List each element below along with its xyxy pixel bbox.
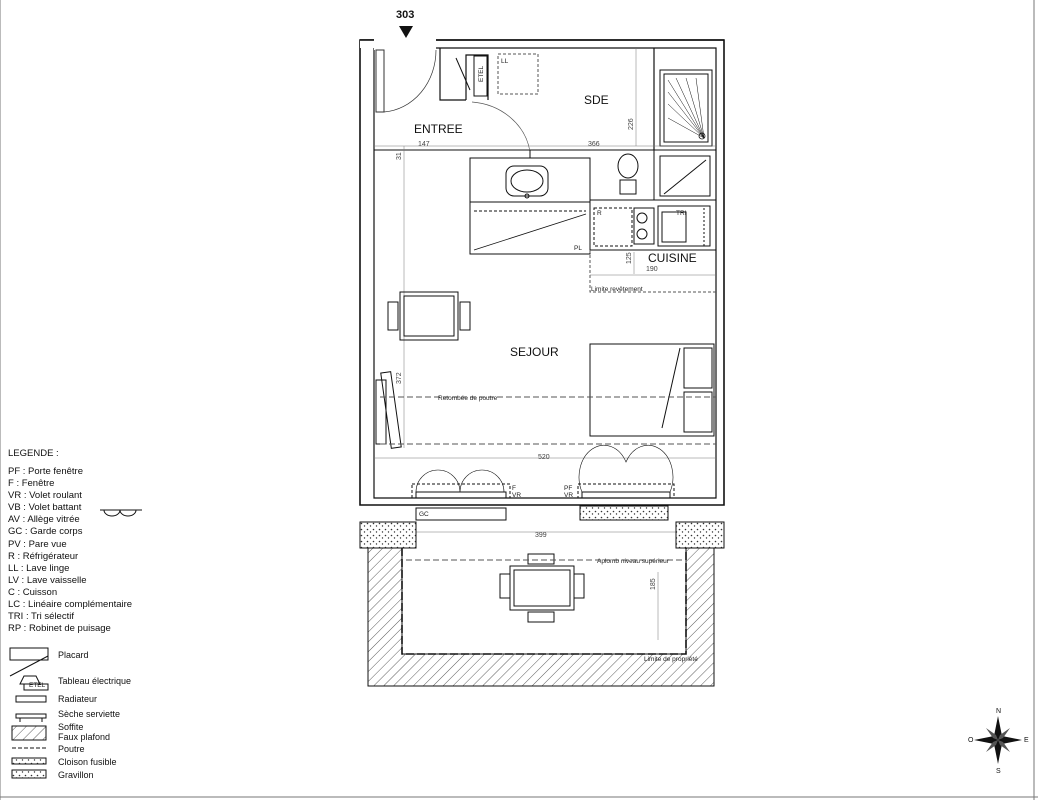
shower bbox=[660, 70, 712, 146]
tri-label: TRI bbox=[676, 210, 687, 217]
legend-item: R : Réfrigérateur bbox=[8, 550, 79, 562]
legend-item: RP : Robinet de puisage bbox=[8, 623, 111, 635]
legend-soffite: Soffite bbox=[58, 722, 84, 732]
gravillon-symbol-icon bbox=[12, 770, 46, 778]
compass-icon bbox=[968, 708, 1029, 775]
r-label: R bbox=[597, 210, 602, 217]
placard-symbol-icon bbox=[10, 656, 48, 676]
vr-label-2: VR bbox=[564, 492, 574, 499]
legend-item: TRI : Tri sélectif bbox=[8, 611, 74, 623]
legend-tableau: Tableau électrique bbox=[58, 676, 132, 686]
legend-item: LV : Lave vaisselle bbox=[8, 574, 87, 586]
legend-item: VB : Volet battant bbox=[8, 502, 82, 514]
placard-sde bbox=[470, 202, 590, 254]
compass-s: S bbox=[996, 768, 1001, 775]
dim-125: 125 bbox=[626, 252, 633, 264]
vanity bbox=[470, 158, 590, 202]
room-entree: ENTREE bbox=[414, 122, 463, 136]
compass-e: E bbox=[1024, 737, 1029, 744]
bed bbox=[590, 344, 714, 436]
entry-door bbox=[376, 50, 436, 112]
kitchen bbox=[590, 200, 716, 250]
dim-226: 226 bbox=[628, 118, 635, 130]
soffite-symbol-icon bbox=[12, 726, 46, 740]
legend-item: VR : Volet roulant bbox=[8, 490, 82, 502]
legend-list bbox=[8, 466, 132, 635]
cloison-symbol-icon bbox=[12, 758, 46, 764]
dim-399: 399 bbox=[535, 532, 547, 539]
legend-gravillon: Gravillon bbox=[58, 770, 94, 780]
compass-o: O bbox=[968, 737, 974, 744]
note-limite-revetement: Limite revêtement bbox=[591, 286, 643, 293]
dim-185: 185 bbox=[650, 578, 657, 590]
legend-poutre: Poutre bbox=[58, 744, 85, 754]
note-retombee-poutre: Retombée de poutre bbox=[438, 395, 498, 402]
entry-marker-icon bbox=[399, 26, 413, 38]
radiateur-symbol-icon bbox=[16, 696, 46, 702]
vr-label-1: VR bbox=[512, 492, 522, 499]
note-limite-propriete: Limite de propriété bbox=[644, 656, 698, 663]
dim-31: 31 bbox=[396, 152, 403, 160]
pf-label: PF bbox=[564, 485, 573, 492]
legend-placard: Placard bbox=[58, 650, 89, 660]
compass-n: N bbox=[996, 708, 1002, 715]
sde-door bbox=[472, 102, 530, 152]
legend-item: F : Fenêtre bbox=[8, 478, 55, 490]
legend-item: LL : Lave linge bbox=[8, 562, 70, 574]
pl-label: PL bbox=[574, 245, 582, 252]
legend-item: GC : Garde corps bbox=[8, 526, 83, 538]
etel-label: ETEL bbox=[478, 65, 485, 82]
legend-seche: Sèche serviette bbox=[58, 709, 121, 719]
dim-520: 520 bbox=[538, 454, 550, 461]
ll-label: LL bbox=[501, 58, 509, 65]
toilet bbox=[618, 150, 716, 200]
tableau-icon-text: ETEL bbox=[29, 682, 46, 689]
dim-366: 366 bbox=[588, 141, 600, 148]
dim-372: 372 bbox=[396, 372, 403, 384]
legend-cloison: Cloison fusible bbox=[58, 757, 117, 767]
legend-item: PV : Pare vue bbox=[8, 538, 67, 550]
dim-190: 190 bbox=[646, 266, 658, 273]
dim-147: 147 bbox=[418, 141, 430, 148]
note-aplomb: Aplomb niveau supérieur bbox=[597, 558, 669, 565]
f-label: F bbox=[512, 485, 516, 492]
placard-frame bbox=[10, 648, 48, 660]
room-sejour: SEJOUR bbox=[510, 345, 559, 359]
gc-label: GC bbox=[419, 511, 429, 518]
dining-table bbox=[388, 292, 470, 340]
legend-item: LC : Linéaire complémentaire bbox=[8, 599, 133, 611]
legend-faux-plafond: Faux plafond bbox=[58, 732, 111, 742]
seche-serviette-symbol-icon bbox=[16, 714, 46, 718]
room-cuisine: CUISINE bbox=[648, 251, 697, 265]
legend-item: PF : Porte fenêtre bbox=[8, 466, 83, 477]
room-sde: SDE bbox=[584, 93, 609, 107]
legend-radiateur: Radiateur bbox=[58, 694, 98, 704]
legend-item: AV : Allège vitrée bbox=[8, 514, 80, 526]
legend-title: LEGENDE : bbox=[8, 448, 59, 459]
exterior-walls bbox=[360, 38, 724, 505]
unit-number: 303 bbox=[396, 9, 415, 21]
legend-item: C : Cuisson bbox=[8, 586, 58, 598]
